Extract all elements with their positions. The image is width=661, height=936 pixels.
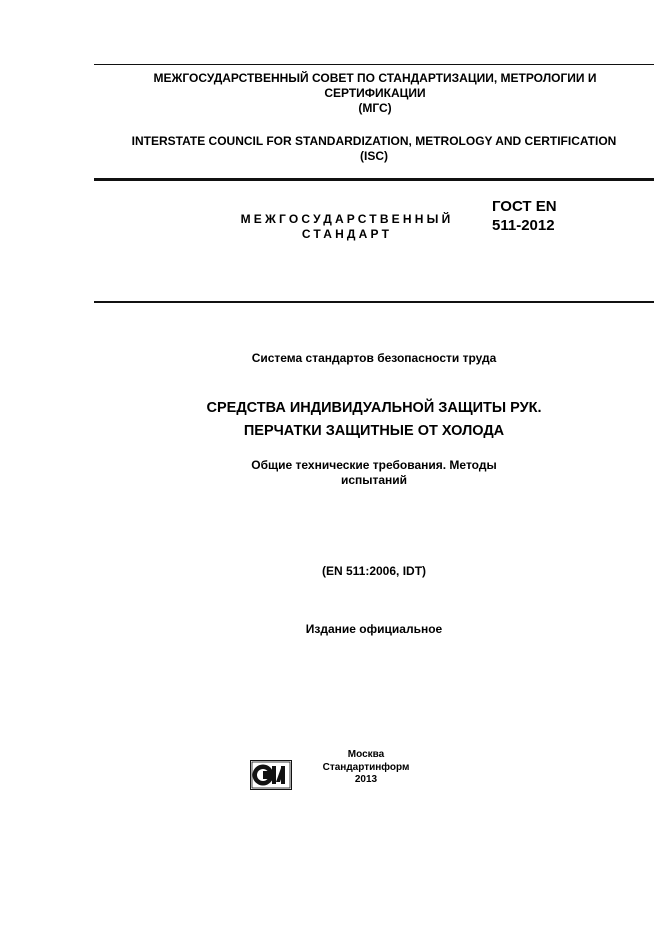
top-rule (94, 64, 654, 65)
council-en-abbr: (ISC) (360, 149, 388, 163)
standard-type-label (232, 212, 462, 242)
document-title-line: СРЕДСТВА ИНДИВИДУАЛЬНОЙ ЗАЩИТЫ РУК. (206, 400, 542, 416)
document-subtitle-line: Общие технические требования. Методы (251, 458, 497, 472)
standard-type-line: МЕЖГОСУДАРСТВЕННЫЙ (240, 212, 454, 226)
document-title (94, 397, 654, 443)
en-reference: (EN 511:2006, IDT) (321, 564, 427, 578)
standard-number (492, 197, 612, 235)
document-subtitle-line: испытаний (340, 473, 408, 487)
document-title-line: ПЕРЧАТКИ ЗАЩИТНЫЕ ОТ ХОЛОДА (243, 423, 505, 439)
document-subtitle (94, 458, 654, 488)
council-en-line: INTERSTATE COUNCIL FOR STANDARDIZATION, METROLOGY AND CERTIFICATION (131, 134, 617, 148)
council-ru-line: СЕРТИФИКАЦИИ (324, 86, 426, 100)
council-name-ru (110, 71, 640, 116)
edition-note: Издание официальное (305, 622, 443, 636)
standard-number-line: ГОСТ EN (492, 198, 557, 215)
publisher-name: Стандартинформ (322, 761, 410, 773)
standard-number-line: 511-2012 (492, 217, 555, 234)
publication-year: 2013 (354, 774, 378, 785)
council-ru-line: МЕЖГОСУДАРСТВЕННЫЙ СОВЕТ ПО СТАНДАРТИЗАЦИИ, МЕТРОЛОГИИ И (153, 71, 597, 85)
bottom-rule (94, 301, 654, 303)
publisher-city: Москва (347, 749, 385, 760)
middle-rule (94, 178, 654, 181)
publisher-imprint (306, 749, 426, 787)
standard-type-line: СТАНДАРТ (301, 227, 393, 241)
council-name-en (94, 134, 654, 164)
council-ru-abbr: (МГС) (358, 101, 392, 115)
standards-system: Система стандартов безопасности труда (251, 351, 497, 365)
standartinform-logo-icon (250, 760, 292, 790)
